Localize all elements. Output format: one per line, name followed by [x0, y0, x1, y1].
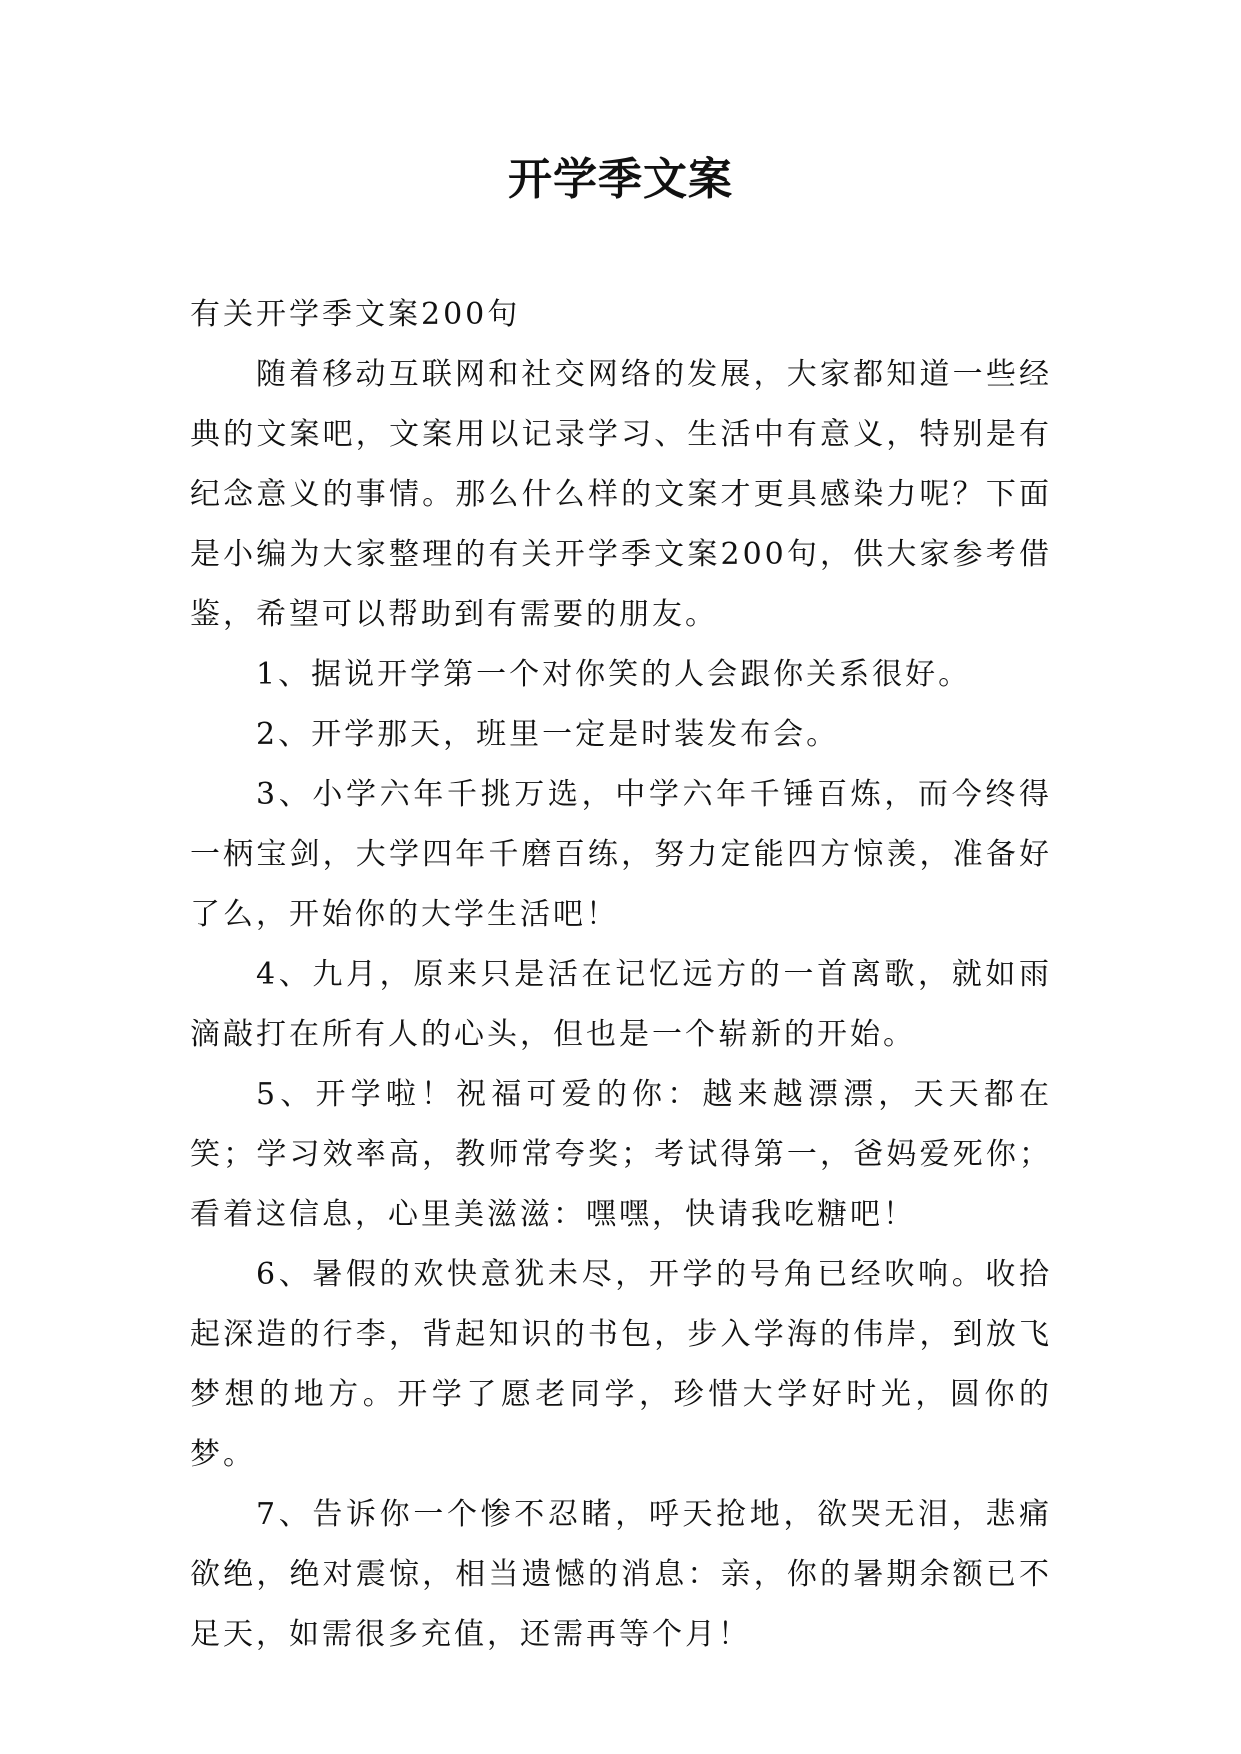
list-item-6: 6、暑假的欢快意犹未尽，开学的号角已经吹响。收拾起深造的行李，背起知识的书包，步入学海的伟岸，到放飞梦想的地方。开学了愿老同学，珍惜大学好时光，圆你的梦。 — [190, 1257, 1052, 1472]
document-title: 开学季文案 — [508, 154, 733, 205]
list-item-2: 2、开学那天，班里一定是时装发布会。 — [256, 717, 840, 752]
list-item-7: 7、告诉你一个惨不忍睹，呼天抢地，欲哭无泪，悲痛欲绝，绝对震惊，相当遗憾的消息：亲，你的暑期余额已不足天，如需很多充值，还需再等个月！ — [190, 1497, 1052, 1652]
document-body — [190, 285, 1052, 1665]
list-item-3: 3、小学六年千挑万选，中学六年千锤百炼，而今终得一柄宝剑，大学四年千磨百练，努力定能四方惊羡，准备好了么，开始你的大学生活吧！ — [190, 777, 1052, 932]
document-subtitle: 有关开学季文案200句 — [190, 297, 521, 332]
list-item-1: 1、据说开学第一个对你笑的人会跟你关系很好。 — [256, 657, 972, 692]
list-item-4: 4、九月，原来只是活在记忆远方的一首离歌，就如雨滴敲打在所有人的心头，但也是一个崭新的开始。 — [190, 957, 1052, 1052]
list-item-5: 5、开学啦！祝福可爱的你：越来越漂漂，天天都在笑；学习效率高，教师常夸奖；考试得第一，爸妈爱死你；看着这信息，心里美滋滋：嘿嘿，快请我吃糖吧！ — [190, 1077, 1052, 1232]
intro-paragraph: 随着移动互联网和社交网络的发展，大家都知道一些经典的文案吧，文案用以记录学习、生活中有意义，特别是有纪念意义的事情。那么什么样的文案才更具感染力呢？下面是小编为大家整理的有关开学季文案200句，供大家参考借鉴，希望可以帮助到有需要的朋友。 — [190, 357, 1052, 632]
